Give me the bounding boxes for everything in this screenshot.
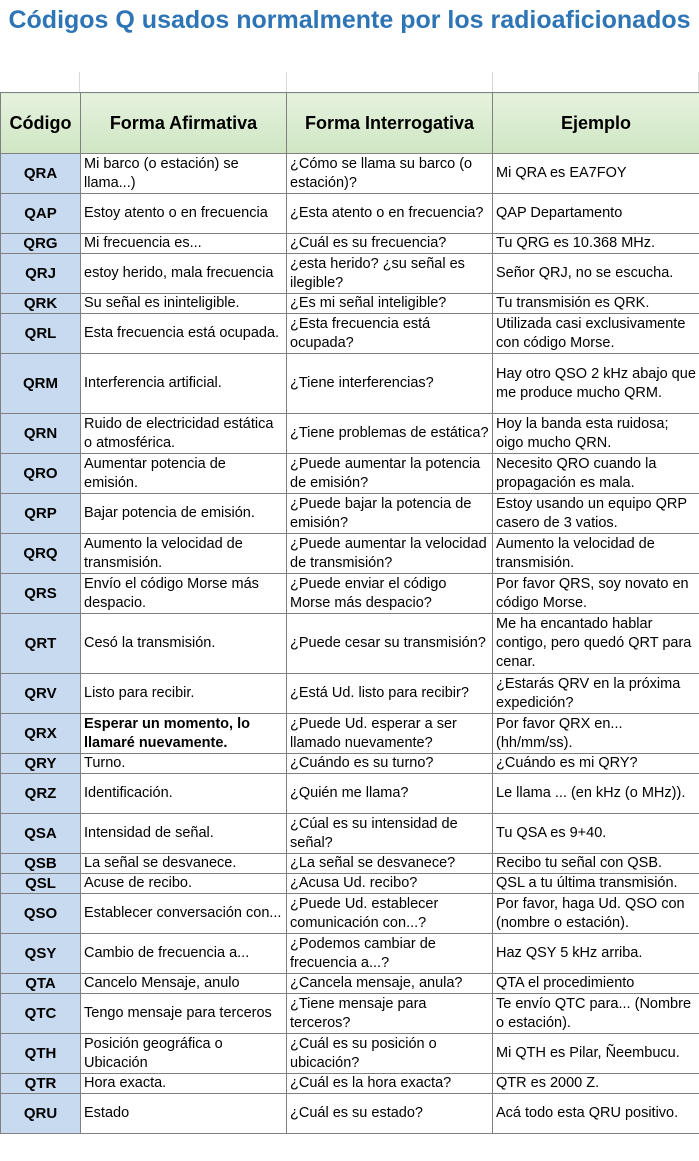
header-row [1,93,699,154]
interrogative-cell: ¿Puede bajar la potencia de emisión? [287,494,493,534]
affirmative-cell: Turno. [81,754,287,774]
table-row [1,314,699,354]
interrogative-cell: ¿Puede Ud. establecer comunicación con...? [287,894,493,934]
affirmative-cell: Acuse de recibo. [81,874,287,894]
table-row [1,1034,699,1074]
interrogative-cell: ¿Cuál es la hora exacta? [287,1074,493,1094]
interrogative-cell: ¿Cancela mensaje, anula? [287,974,493,994]
code-cell: QRX [1,714,81,754]
interrogative-cell: ¿Esta atento o en frecuencia? [287,194,493,234]
interrogative-cell: ¿Quién me llama? [287,774,493,814]
interrogative-cell: ¿Cuál es su frecuencia? [287,234,493,254]
interrogative-cell: ¿Cuándo es su turno? [287,754,493,774]
code-cell: QRS [1,574,81,614]
table-row [1,874,699,894]
affirmative-cell: Cancelo Mensaje, anulo [81,974,287,994]
affirmative-cell: Hora exacta. [81,1074,287,1094]
code-cell: QRM [1,354,81,414]
code-cell: QRJ [1,254,81,294]
example-cell: Mi QTH es Pilar, Ñeembucu. [493,1034,699,1074]
table-body [1,154,699,1134]
affirmative-cell: Esta frecuencia está ocupada. [81,314,287,354]
interrogative-cell: ¿Cúal es su intensidad de señal? [287,814,493,854]
interrogative-cell: ¿Tiene mensaje para terceros? [287,994,493,1034]
q-codes-table [0,92,699,1134]
table-row [1,254,699,294]
interrogative-cell: ¿Cómo se llama su barco (o estación)? [287,154,493,194]
interrogative-cell: ¿Cuál es su posición o ubicación? [287,1034,493,1074]
example-cell: Tu QSA es 9+40. [493,814,699,854]
example-cell: ¿Estarás QRV en la próxima expedición? [493,674,699,714]
code-cell: QSY [1,934,81,974]
table-row [1,454,699,494]
code-cell: QRZ [1,774,81,814]
example-cell: Hoy la banda esta ruidosa; oigo mucho QRN. [493,414,699,454]
example-cell: QTR es 2000 Z. [493,1074,699,1094]
code-cell: QRU [1,1094,81,1134]
code-cell: QRY [1,754,81,774]
code-cell: QAP [1,194,81,234]
example-cell: Te envío QTC para... (Nombre o estación). [493,994,699,1034]
affirmative-cell: Identificación. [81,774,287,814]
example-cell: ¿Cuándo es mi QRY? [493,754,699,774]
code-cell: QTR [1,1074,81,1094]
example-cell: Le llama ... (en kHz (o MHz)). [493,774,699,814]
table-row [1,494,699,534]
example-cell: Señor QRJ, no se escucha. [493,254,699,294]
table-row [1,234,699,254]
affirmative-cell: Intensidad de señal. [81,814,287,854]
affirmative-cell: Mi barco (o estación) se llama...) [81,154,287,194]
affirmative-cell: Aumentar potencia de emisión. [81,454,287,494]
example-cell: QTA el procedimiento [493,974,699,994]
example-cell: Estoy usando un equipo QRP casero de 3 vatios. [493,494,699,534]
example-cell: Tu transmisión es QRK. [493,294,699,314]
interrogative-cell: ¿Puede aumentar la potencia de emisión? [287,454,493,494]
interrogative-cell: ¿Puede cesar su transmisión? [287,614,493,674]
affirmative-cell: Establecer conversación con... [81,894,287,934]
code-cell: QRK [1,294,81,314]
affirmative-cell: Su señal es ininteligible. [81,294,287,314]
header-example: Ejemplo [493,93,699,154]
example-cell: Haz QSY 5 kHz arriba. [493,934,699,974]
code-cell: QSO [1,894,81,934]
example-cell: Recibo tu señal con QSB. [493,854,699,874]
interrogative-cell: ¿esta herido? ¿su señal es ilegible? [287,254,493,294]
table-row [1,814,699,854]
affirmative-cell: Posición geográfica o Ubicación [81,1034,287,1074]
table-row [1,354,699,414]
example-cell: QAP Departamento [493,194,699,234]
table-row [1,614,699,674]
example-cell: QSL a tu última transmisión. [493,874,699,894]
code-cell: QRL [1,314,81,354]
table-row [1,674,699,714]
table-row [1,574,699,614]
table-row [1,1094,699,1134]
affirmative-cell: estoy herido, mala frecuencia [81,254,287,294]
table-row [1,1074,699,1094]
affirmative-cell: Esperar un momento, lo llamaré nuevamente. [81,714,287,754]
affirmative-cell: Cesó la transmisión. [81,614,287,674]
example-cell: Utilizada casi exclusivamente con código Morse. [493,314,699,354]
example-cell: Por favor, haga Ud. QSO con (nombre o estación). [493,894,699,934]
code-cell: QSA [1,814,81,854]
table-row [1,154,699,194]
table-row [1,974,699,994]
code-cell: QTA [1,974,81,994]
affirmative-cell: Bajar potencia de emisión. [81,494,287,534]
affirmative-cell: Envío el código Morse más despacio. [81,574,287,614]
table-row [1,854,699,874]
table-row [1,294,699,314]
interrogative-cell: ¿Podemos cambiar de frecuencia a...? [287,934,493,974]
interrogative-cell: ¿Tiene problemas de estática? [287,414,493,454]
interrogative-cell: ¿Puede aumentar la velocidad de transmisión? [287,534,493,574]
affirmative-cell: Listo para recibir. [81,674,287,714]
code-cell: QRT [1,614,81,674]
header-affirmative: Forma Afirmativa [81,93,287,154]
code-cell: QRG [1,234,81,254]
code-cell: QRV [1,674,81,714]
code-cell: QSL [1,874,81,894]
code-cell: QRO [1,454,81,494]
interrogative-cell: ¿Cuál es su estado? [287,1094,493,1134]
interrogative-cell: ¿Puede enviar el código Morse más despacio? [287,574,493,614]
affirmative-cell: Cambio de frecuencia a... [81,934,287,974]
interrogative-cell: ¿Es mi señal inteligible? [287,294,493,314]
table-row [1,934,699,974]
code-cell: QRA [1,154,81,194]
affirmative-cell: Estoy atento o en frecuencia [81,194,287,234]
code-cell: QRQ [1,534,81,574]
affirmative-cell: Mi frecuencia es... [81,234,287,254]
affirmative-cell: Aumento la velocidad de transmisión. [81,534,287,574]
example-cell: Acá todo esta QRU positivo. [493,1094,699,1134]
affirmative-cell: La señal se desvanece. [81,854,287,874]
example-cell: Necesito QRO cuando la propagación es mala. [493,454,699,494]
table-row [1,754,699,774]
code-cell: QSB [1,854,81,874]
example-cell: Aumento la velocidad de transmisión. [493,534,699,574]
header-interrogative: Forma Interrogativa [287,93,493,154]
page-title: Códigos Q usados normalmente por los radioaficionados [8,6,691,34]
example-cell: Mi QRA es EA7FOY [493,154,699,194]
interrogative-cell: ¿Está Ud. listo para recibir? [287,674,493,714]
table-row [1,714,699,754]
table-row [1,194,699,234]
affirmative-cell: Ruido de electricidad estática o atmosférica. [81,414,287,454]
spacer-grid [0,72,699,92]
table-row [1,994,699,1034]
table-row [1,534,699,574]
interrogative-cell: ¿Tiene interferencias? [287,354,493,414]
example-cell: Por favor QRX en... (hh/mm/ss). [493,714,699,754]
example-cell: Hay otro QSO 2 kHz abajo que me produce mucho QRM. [493,354,699,414]
table-row [1,774,699,814]
example-cell: Tu QRG es 10.368 MHz. [493,234,699,254]
table-row [1,894,699,934]
table-row [1,414,699,454]
interrogative-cell: ¿Acusa Ud. recibo? [287,874,493,894]
example-cell: Por favor QRS, soy novato en código Morse. [493,574,699,614]
header-code: Código [1,93,81,154]
affirmative-cell: Interferencia artificial. [81,354,287,414]
interrogative-cell: ¿La señal se desvanece? [287,854,493,874]
code-cell: QRP [1,494,81,534]
affirmative-cell: Estado [81,1094,287,1134]
interrogative-cell: ¿Puede Ud. esperar a ser llamado nuevamente? [287,714,493,754]
code-cell: QTC [1,994,81,1034]
interrogative-cell: ¿Esta frecuencia está ocupada? [287,314,493,354]
code-cell: QTH [1,1034,81,1074]
example-cell: Me ha encantado hablar contigo, pero quedó QRT para cenar. [493,614,699,674]
code-cell: QRN [1,414,81,454]
affirmative-cell: Tengo mensaje para terceros [81,994,287,1034]
